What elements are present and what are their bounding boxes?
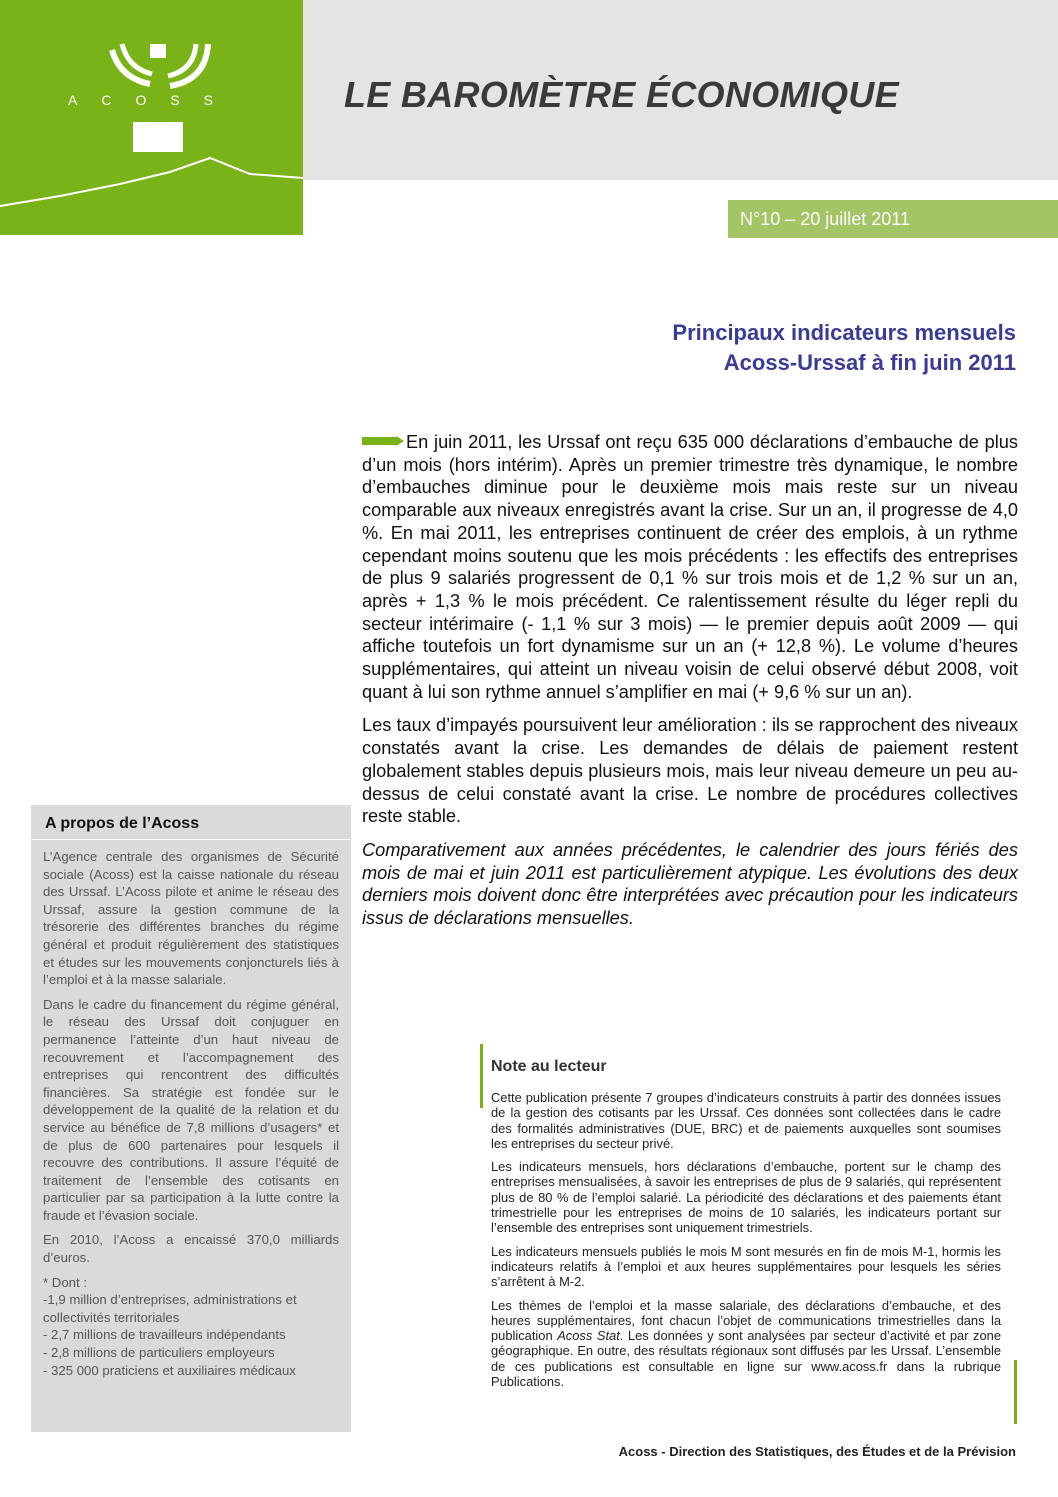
article-paragraph-1-text: En juin 2011, les Urssaf ont reçu 635 000 déclarations d’embauche de plus d’un mois (hors intérim). Après un premier trimestre très dynamique, le nombre d’embauches diminue pour le deuxième mois mais reste sur un niveau comparable aux niveaux enregistrés avant la crise. Sur un an, il progresse de 4,0 %. En mai 2011, les entreprises continuent de créer des emplois, à un rythme cependant moins soutenu que les mois précédents : les effectifs des entreprises de plus 9 salariés progressent de 0,1 % sur trois mois et de 1,2 % sur un an, après + 1,3 % le mois précédent. Ce ralentissement résulte du léger repli du secteur intérimaire (- 1,1 % sur 3 mois) — le premier depuis août 2009 — qui affiche toutefois un fort dynamisme sur un an (+ 12,8 %). Le volume d’heures supplémentaires, qui atteint un niveau voisin de celui observé début 2008, voit quant à lui son rythme annuel s’amplifier en mai (+ 9,6 % sur un an). xyxy=(362,432,1018,702)
issue-number: N°10 – 20 juillet 2011 xyxy=(728,200,1058,238)
list-item: - 325 000 praticiens et auxiliaires médicaux xyxy=(43,1362,296,1378)
document-title-line-2: Acoss-Urssaf à fin juin 2011 xyxy=(723,350,1016,375)
about-paragraph-1: L’Agence centrale des organismes de Sécurité sociale (Acoss) est la caisse nationale du réseau des Urssaf. L’Acoss pilote et anime le réseau des Urssaf, assure la gestion commune de la trésorerie des différentes branches du régime général et produit régulièrement des statistiques et études sur les mouvements conjoncturels liés à l’emploi et à la masse salariale. xyxy=(43,849,339,988)
note-publication-name: Acoss Stat xyxy=(557,1328,620,1344)
footer-credit: Acoss - Direction des Statistiques, des Études et de la Prévision xyxy=(618,1444,1016,1459)
about-paragraph-2: Dans le cadre du financement du régime général, le réseau des Urssaf doit conjuguer en permanence l’atteinte d’un haut niveau de recouvrement et l’accompagnement des entreprises qui rencontrent des difficultés financières. Sa stratégie est fondée sur le développement de la qualité de la relation et du service au bénéfice de 7,8 millions d’usagers* et de plus de 600 partenaires pour lesquels il recouvre des contributions. Il assure l’équité de traitement de l’ensemble des cotisants en particulier par sa participation à la lutte contre la fraude et l’évasion sociale. xyxy=(43,996,339,1223)
note-paragraph-4-start: Les thèmes de l’emploi et la masse salariale, des déclarations d’embauche, et des heures supplémentaires, font chacun l’objet de communications trimestrielles dans la publication xyxy=(491,1297,1001,1344)
note-paragraph-3: Les indicateurs mensuels publiés le mois M sont mesurés en fin de mois M-1, hormis les indicateurs relatifs à l’emploi et aux heures supplémentaires pour lesquels les séries s’arrêtent à M-2. xyxy=(491,1243,1001,1290)
about-acoss-body xyxy=(31,840,351,1379)
about-dont-title: * Dont : xyxy=(43,1274,87,1290)
note-paragraph-4-end: . Les données y sont analysées par secteur d’activité et par zone géographique. En outre, des résultats régionaux sont diffusés par les Urssaf. L’ensemble de ces publications est consultable en ligne sur www.acoss.fr dans la rubrique Publications. xyxy=(491,1328,1001,1390)
about-acoss-title: A propos de l’Acoss xyxy=(31,805,351,840)
note-paragraph-4 xyxy=(491,1298,1001,1390)
note-paragraph-1: Cette publication présente 7 groupes d’indicateurs construits à partir des données issues de la gestion des cotisants par les Urssaf. Ces données sont collectées dans le cadre des formalités administratives (DUE, BRC) et de paiements auxquelles sont soumises les entreprises du secteur privé. xyxy=(491,1090,1001,1151)
about-paragraph-3: En 2010, l’Acoss a encaissé 370,0 milliards d’euros. xyxy=(43,1232,339,1266)
publication-title: LE BAROMÈTRE ÉCONOMIQUE xyxy=(344,74,899,115)
acoss-logo xyxy=(0,0,303,235)
reader-note-body xyxy=(491,1090,1001,1397)
list-item: -1,9 million d’entreprises, administrations et collectivités territoriales xyxy=(43,1292,297,1325)
document-title-line-1: Principaux indicateurs mensuels xyxy=(672,320,1016,345)
article-paragraph-2: Les taux d’impayés poursuivent leur amélioration : ils se rapprochent des niveaux constatés avant la crise. Les demandes de délais de paiement restent globalement stables depuis plusieurs mois, mais leur niveau demeure un peu au-dessus de celui constaté avant la crise. Le nombre de procédures collectives reste stable. xyxy=(362,715,1018,827)
reader-note-title: Note au lecteur xyxy=(491,1058,607,1075)
about-dont-list xyxy=(43,1274,339,1380)
article-paragraph-1 xyxy=(362,431,1018,703)
list-item: - 2,7 millions de travailleurs indépendants xyxy=(43,1327,286,1343)
note-accent-bar-bottom xyxy=(1014,1360,1017,1424)
green-arrow-icon xyxy=(362,436,404,446)
article-paragraph-3: Comparativement aux années précédentes, le calendrier des jours fériés des mois de mai et juin 2011 est particulièrement atypique. Les évolutions des deux derniers mois doivent donc être interprétées avec précaution pour les indicateurs issus de déclarations mensuelles. xyxy=(362,839,1018,929)
document-title xyxy=(672,318,1016,378)
reader-note-box xyxy=(480,1044,1017,1424)
logo-wordmark: ACOSS xyxy=(68,92,238,108)
main-article xyxy=(362,431,1018,941)
about-acoss-box xyxy=(31,805,351,1432)
logo-graphic-icon xyxy=(0,0,303,235)
note-paragraph-2: Les indicateurs mensuels, hors déclarations d’embauche, portent sur le champ des entreprises mensualisées, à savoir les entreprises de plus de 9 salariés, qui représentent plus de 80 % de l’emploi salarié. La périodicité des déclarations et des paiements étant trimestrielle pour les entreprises de moins de 10 salariés, les indicateurs portant sur l’ensemble des entreprises sont uniquement trimestriels. xyxy=(491,1159,1001,1236)
note-accent-bar-top xyxy=(480,1044,483,1108)
list-item: - 2,8 millions de particuliers employeurs xyxy=(43,1345,275,1361)
